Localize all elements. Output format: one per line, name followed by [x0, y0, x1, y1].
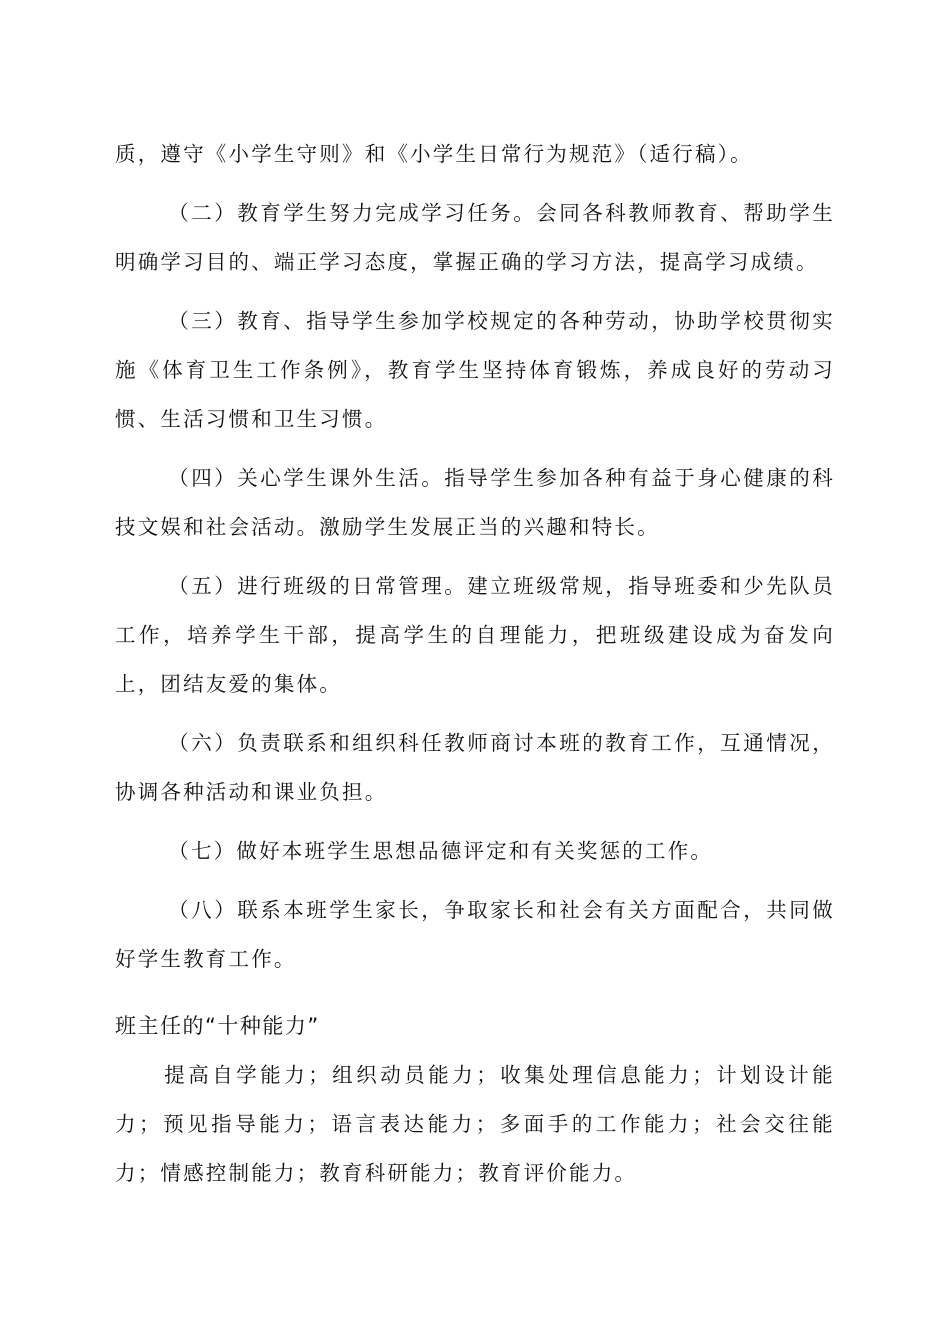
paragraph-item-7: （七）做好本班学生思想品德评定和有关奖惩的工作。	[168, 839, 714, 863]
paragraph-continuation: 质，遵守《小学生守则》和《小学生日常行为规范》（适行稿）。	[115, 142, 753, 166]
paragraph-item-6: （六）负责联系和组织科任教师商讨本班的教育工作，互通情况，协调各种活动和课业负担。	[115, 731, 835, 804]
section-heading: 班主任的“十种能力”	[115, 1014, 320, 1038]
document-body	[115, 130, 835, 1208]
section-paragraph: 提高自学能力；组织动员能力；收集处理信息能力；计划设计能力；预见指导能力；语言表达能力；多面手的工作能力；社会交往能力；情感控制能力；教育科研能力；教育评价能力。	[115, 1063, 835, 1185]
paragraph-item-8: （八）联系本班学生家长，争取家长和社会有关方面配合，共同做好学生教育工作。	[115, 898, 835, 971]
paragraph-item-5: （五）进行班级的日常管理。建立班级常规，指导班委和少先队员工作，培养学生干部，提高学生的自理能力，把班级建设成为奋发向上，团结友爱的集体。	[115, 574, 835, 696]
paragraph-item-2: （二）教育学生努力完成学习任务。会同各科教师教育、帮助学生明确学习目的、端正学习态度，掌握正确的学习方法，提高学习成绩。	[115, 201, 835, 274]
paragraph-item-3: （三）教育、指导学生参加学校规定的各种劳动，协助学校贯彻实施《体育卫生工作条例》，教育学生坚持体育锻炼，养成良好的劳动习惯、生活习惯和卫生习惯。	[115, 309, 835, 431]
paragraph-item-4: （四）关心学生课外生活。指导学生参加各种有益于身心健康的科技文娱和社会活动。激励学生发展正当的兴趣和特长。	[115, 466, 835, 539]
